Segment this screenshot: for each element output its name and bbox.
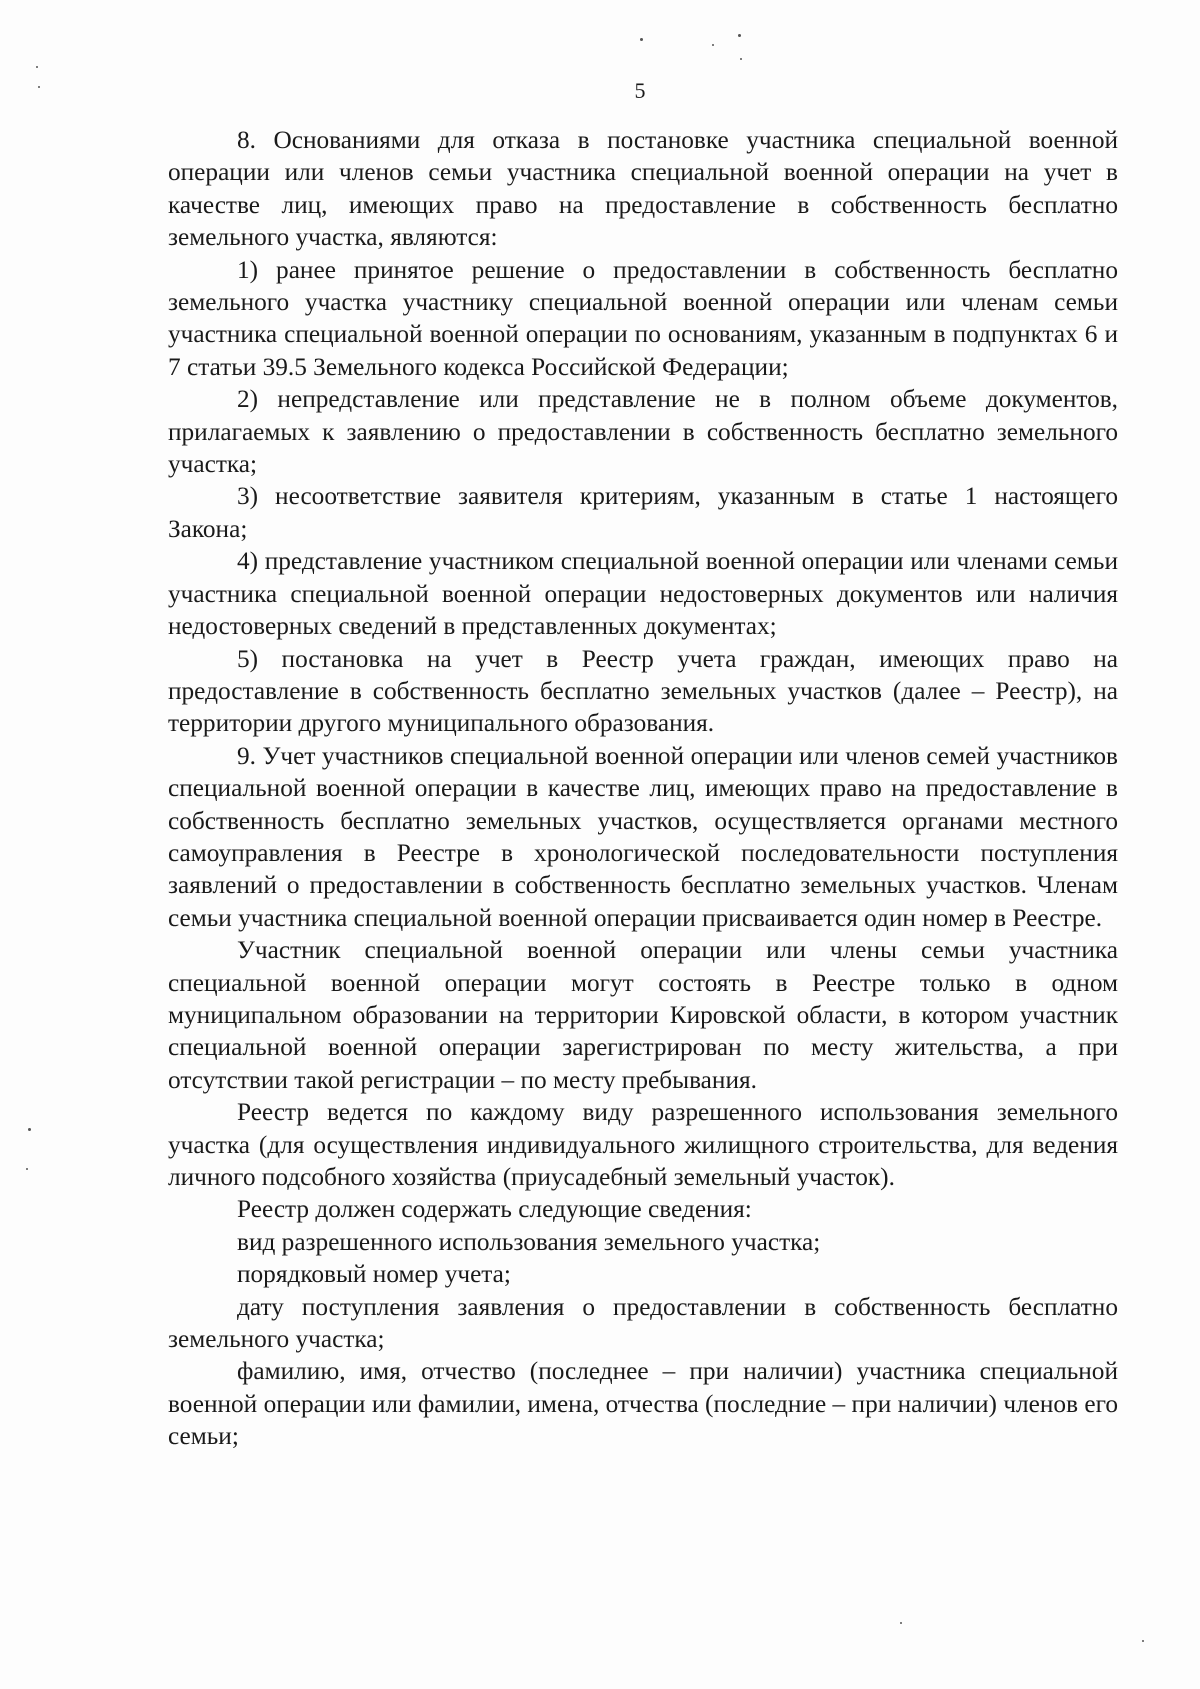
paragraph-8-item-1: 1) ранее принятое решение о предоставлении в собственность бесплатно земельного участка участнику специальной военной операции или членам семьи участника специальной военной операции по основаниям, указанным в подпунктах 6 и 7 статьи 39.5 Земельного кодекса Российской Федерации; <box>168 255 1118 381</box>
scan-speck <box>900 1622 902 1624</box>
scan-speck <box>38 86 40 88</box>
scan-speck <box>640 38 643 41</box>
document-body <box>168 124 1118 1453</box>
scan-speck <box>28 1128 31 1131</box>
paragraph-9: 9. Учет участников специальной военной операции или членов семей участников специальной военной операции в качестве лиц, имеющих право на предоставление в собственность бесплатно земельных участков, осуществляется органами местного самоуправления в Реестре в хронологической последовательности поступления заявлений о предоставлении в собственность бесплатно земельных участков. Членам семьи участника специальной военной операции присваивается один номер в Реестре. <box>168 741 1118 932</box>
paragraph-8: 8. Основаниями для отказа в постановке участника специальной военной операции или членов семьи участника специальной военной операции на учет в качестве лиц, имеющих право на предоставление в собственность бесплатно земельного участка, являются: <box>168 126 1118 252</box>
paragraph-8-item-5: 5) постановка на учет в Реестр учета граждан, имеющих право на предоставление в собственность бесплатно земельных участков (далее – Реестр), на территории другого муниципального образования. <box>168 644 1118 738</box>
scan-speck <box>26 1168 28 1170</box>
paragraph-9-registry-contents: Реестр должен содержать следующие сведения: <box>237 1195 752 1224</box>
paragraph-8-item-2: 2) непредставление или представление не в полном объеме документов, прилагаемых к заявлению о предоставлении в собственность бесплатно земельного участка; <box>168 385 1118 479</box>
registry-field-land-use: вид разрешенного использования земельного участка; <box>237 1227 821 1256</box>
page-number: 5 <box>634 78 646 103</box>
scan-speck <box>740 58 742 60</box>
scan-speck <box>36 66 38 68</box>
paragraph-9-registry-types: Реестр ведется по каждому виду разрешенного использования земельного участка (для осуществления индивидуального жилищного строительства, для ведения личного подсобного хозяйства (приусадебный земельный участок). <box>168 1098 1118 1191</box>
scan-speck <box>712 44 714 46</box>
scan-speck <box>1142 1640 1144 1642</box>
registry-field-full-name: фамилию, имя, отчество (последнее – при наличии) участника специальной военной операции или фамилии, имена, отчества (последние – при наличии) членов его семьи; <box>168 1357 1118 1451</box>
registry-field-application-date: дату поступления заявления о предоставлении в собственность бесплатно земельного участка; <box>168 1292 1118 1354</box>
paragraph-8-item-4: 4) представление участником специальной военной операции или членами семьи участника специальной военной операции недостоверных документов или наличия недостоверных сведений в представленных документах; <box>168 547 1118 641</box>
scan-speck <box>738 34 741 37</box>
registry-field-order-number: порядковый номер учета; <box>237 1260 511 1289</box>
paragraph-9-residence: Участник специальной военной операции или члены семьи участника специальной военной операции могут состоять в Реестре только в одном муниципальном образовании на территории Кировской области, в котором участник специальной военной операции зарегистрирован по месту жительства, а при отсутствии такой регистрации – по месту пребывания. <box>168 936 1118 1094</box>
paragraph-8-item-3: 3) несоответствие заявителя критериям, указанным в статье 1 настоящего Закона; <box>168 482 1118 543</box>
